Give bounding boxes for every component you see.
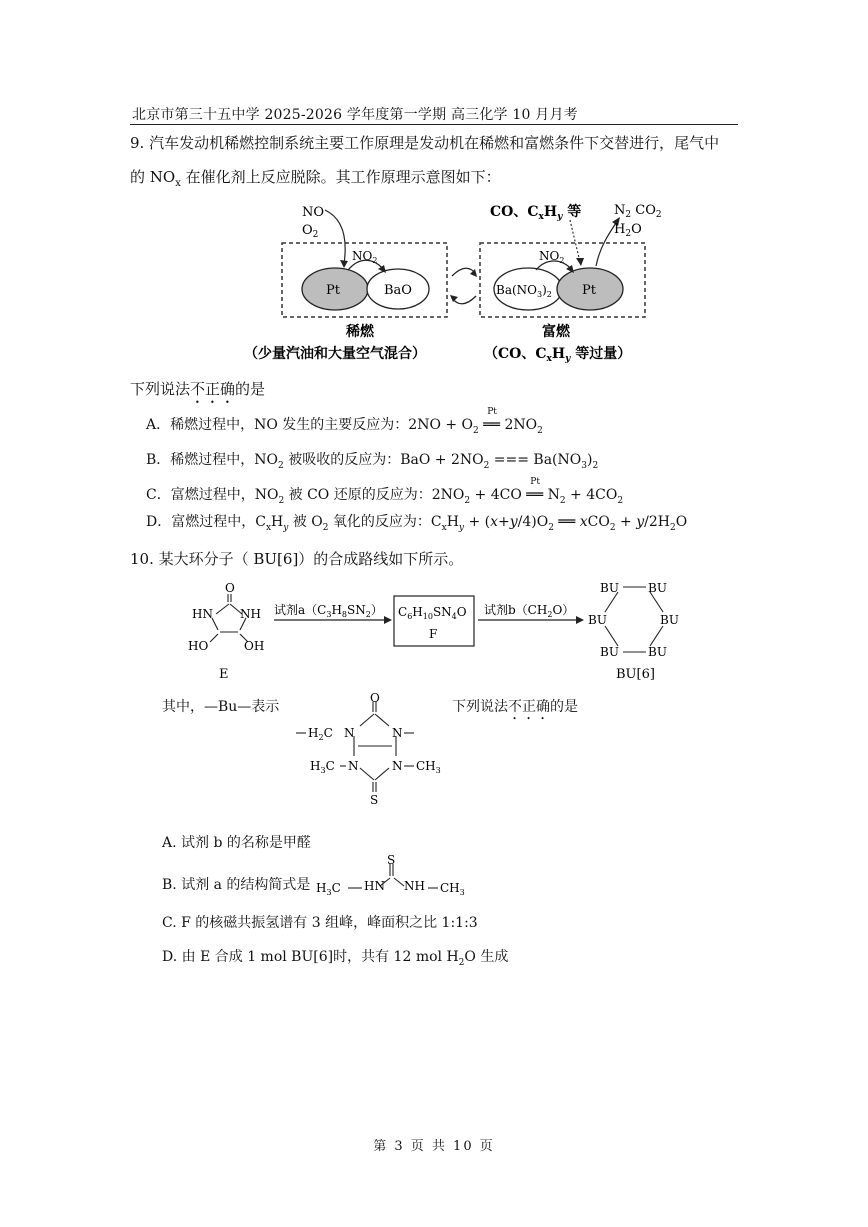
f-formula: $C_6H_{10}SN_4O$ — [398, 605, 467, 621]
lean-caption: 稀燃 — [346, 324, 374, 340]
bu-s: S — [370, 793, 379, 807]
bu-unit: BU — [648, 581, 667, 595]
co-cxhy-label: CO、$C_xH_y$ 等 — [490, 204, 582, 222]
ra-s: S — [387, 853, 396, 867]
q10-stem: 10. 某大环分子（ BU[6]）的合成路线如下所示。 — [130, 550, 464, 568]
bu-intro: 其中，—Bu—表示 — [162, 699, 280, 715]
header-rule — [130, 124, 738, 125]
q9-option-b[interactable]: B．稀燃过程中，$NO_2$ 被吸收的反应为：BaO + $2NO_2$ === $Ba(NO_3)_2$ — [146, 452, 599, 471]
e-oh: OH — [244, 639, 265, 653]
reagent-b: 试剂$b(CH_2O)$ — [484, 603, 575, 619]
bano3-label: $Ba(NO_3)_2$ — [496, 283, 552, 299]
no-label: NO — [302, 205, 325, 220]
bu-structure — [292, 690, 452, 808]
e-label: E — [219, 667, 229, 682]
lean-desc: （少量汽油和大量空气混合） — [244, 346, 426, 362]
e-hn: HN — [192, 607, 213, 621]
q9-question: 下列说法不正确的是 — [130, 380, 266, 398]
h2o-label: $H_2O$ — [614, 222, 642, 239]
exam-header: 北京市第三十五中学 2025-2026 学年度第一学期 高三化学 10 月月考 — [132, 107, 578, 123]
bu-n: N — [348, 759, 359, 773]
pt-label-lean: Pt — [326, 283, 340, 298]
bu6-label: BU[6] — [616, 667, 655, 682]
o2-label: $O_2$ — [302, 223, 319, 240]
bu-n: N — [392, 759, 403, 773]
e-nh: NH — [240, 607, 261, 621]
e-ho: HO — [188, 639, 209, 653]
bu-unit: BU — [660, 613, 679, 627]
bao-label: BaO — [384, 283, 412, 298]
ra-h3c: $H_3C$ — [316, 881, 341, 897]
q10-synthesis-scheme — [180, 578, 700, 688]
page-footer: 第 3 页 共 10 页 — [373, 1139, 495, 1154]
q9-stem-line2: 的 $NO_x$ 在催化剂上反应脱除。其工作原理示意图如下： — [130, 168, 501, 189]
bu-unit: BU — [600, 581, 619, 595]
q10-question: 下列说法不正确的是 — [452, 699, 578, 715]
q9-option-c[interactable]: C．富燃过程中，$NO_2$ 被 CO 还原的反应为：$2NO_2 + 4CO$ Pt ══ $N_2 + 4CO_2$ — [146, 477, 624, 506]
q10-option-a[interactable]: A. 试剂 b 的名称是甲醛 — [162, 835, 311, 851]
ra-nh: NH — [404, 879, 425, 893]
bu6-ring — [605, 587, 663, 652]
q10-option-d[interactable]: D. 由 E 合成 1 mol BU[6]时，共有 12 mol $H_2O$ 生成 — [162, 949, 509, 968]
q9-stem-line1: 9. 汽车发动机稀燃控制系统主要工作原理是发动机在稀燃和富燃条件下交替进行，尾气中 — [130, 134, 720, 152]
bu-n: N — [344, 726, 355, 740]
f-label: F — [429, 627, 438, 641]
bu-unit: BU — [648, 645, 667, 659]
bu-unit: BU — [600, 645, 619, 659]
bu-h2c: $H_2C$ — [308, 726, 333, 742]
q10-option-c[interactable]: C. F 的核磁共振氢谱有 3 组峰，峰面积之比 1:1:3 — [162, 915, 478, 931]
ra-ch3: $CH_3$ — [440, 881, 465, 897]
bu-h3c: $H_3C$ — [310, 759, 335, 775]
q9-mechanism-diagram — [244, 196, 680, 371]
reagent-a: 试剂$a(C_3H_8SN_2)$ — [274, 603, 383, 619]
bu-unit: BU — [588, 613, 607, 627]
rich-caption: 富燃 — [542, 324, 570, 340]
no2-label-lean: $NO_2$ — [352, 249, 378, 265]
bu-o: O — [370, 691, 380, 705]
rich-desc: （CO、$C_xH_y$ 等过量） — [484, 346, 632, 364]
e-o: O — [225, 581, 235, 595]
q10-option-b[interactable]: B. 试剂 a 的结构简式是 — [162, 877, 311, 893]
no2-label-rich: $NO_2$ — [539, 249, 565, 265]
reagent-a-structure — [316, 853, 476, 900]
n2-co2-label: $N_2$ $CO_2$ — [614, 203, 662, 220]
q9-option-d[interactable]: D．富燃过程中，$C_xH_y$ 被 $O_2$ 氧化的反应为：$C_xH_y + (x+y/4)O_2$ ══ $xCO_2 + y/2H_2O$ — [146, 514, 688, 533]
q9-option-a[interactable]: A．稀燃过程中，NO 发生的主要反应为：$2NO + O_2$ Pt ══ $2NO_2$ — [146, 407, 543, 436]
ra-hn: HN — [364, 879, 385, 893]
bu-n: N — [392, 726, 403, 740]
bu-ch3: $CH_3$ — [416, 759, 441, 775]
pt-label-rich: Pt — [582, 283, 596, 298]
